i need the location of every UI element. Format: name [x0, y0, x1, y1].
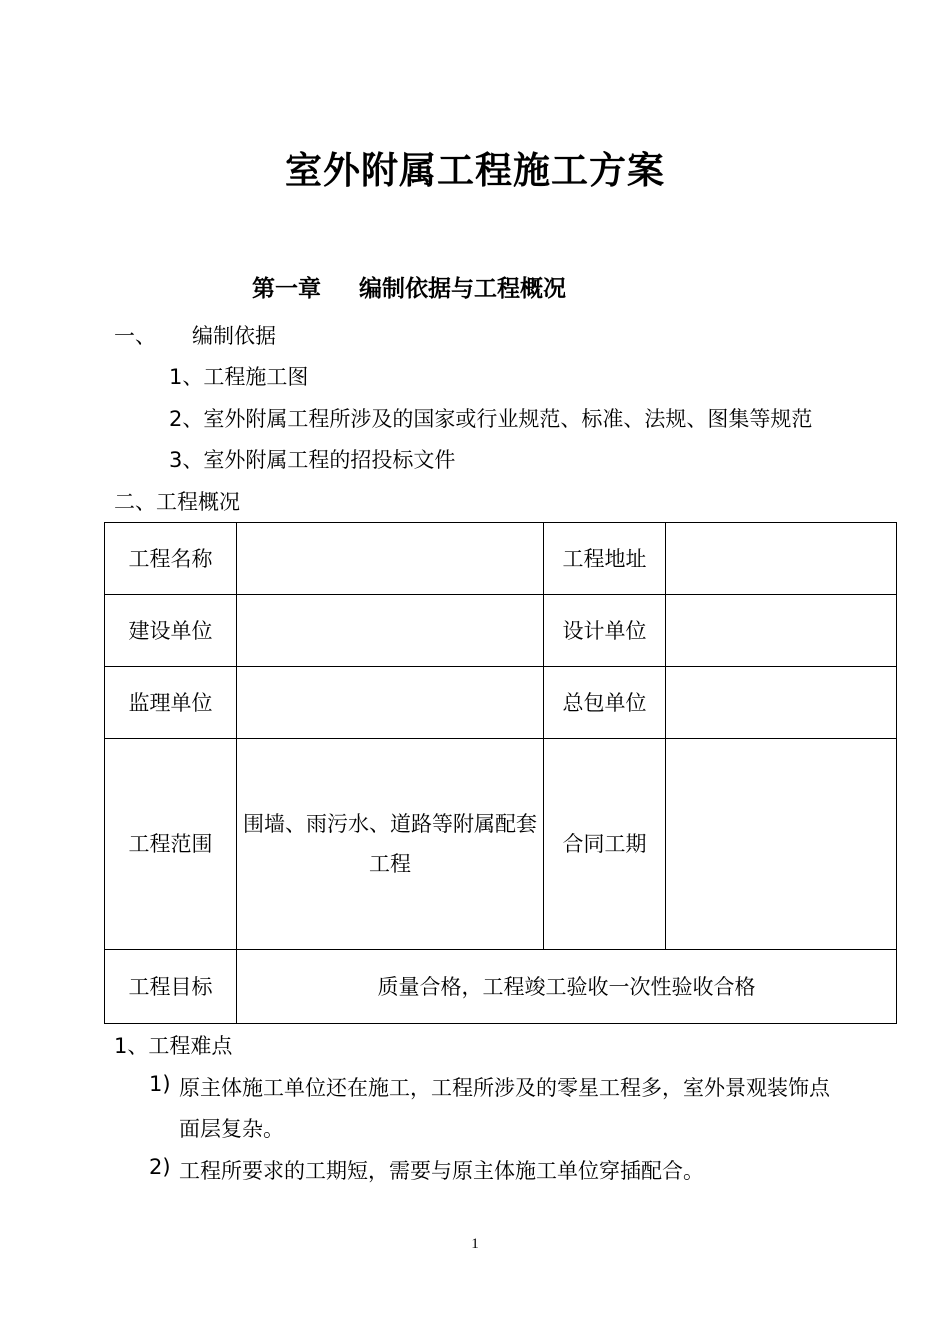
project-overview-table — [104, 522, 897, 1024]
project-address-value — [666, 523, 897, 595]
contractor-label: 总包单位 — [544, 667, 666, 739]
table-row — [105, 950, 897, 1024]
owner-label: 建设单位 — [105, 595, 237, 667]
project-name-label: 工程名称 — [105, 523, 237, 595]
table-row — [105, 667, 897, 739]
table-row — [105, 523, 897, 595]
difficulty-item-1-number: 1) — [149, 1072, 171, 1096]
scope-label: 工程范围 — [105, 739, 237, 950]
chapter-number: 第一章 — [252, 276, 321, 302]
chapter-title: 编制依据与工程概况 — [359, 276, 566, 302]
difficulties-heading: 1、工程难点 — [114, 1034, 233, 1058]
goal-value: 质量合格，工程竣工验收一次性验收合格 — [237, 950, 897, 1024]
difficulty-item-1-line-1: 原主体施工单位还在施工，工程所涉及的零星工程多，室外景观装饰点 — [179, 1076, 830, 1100]
chapter-heading — [252, 270, 566, 303]
supervisor-value — [237, 667, 544, 739]
section-1-heading — [114, 320, 276, 350]
period-value — [666, 739, 897, 950]
project-address-label: 工程地址 — [544, 523, 666, 595]
owner-value — [237, 595, 544, 667]
difficulty-item-2-number: 2) — [149, 1155, 171, 1179]
supervisor-label: 监理单位 — [105, 667, 237, 739]
project-name-value — [237, 523, 544, 595]
period-label: 合同工期 — [544, 739, 666, 950]
section-1-title: 编制依据 — [192, 324, 276, 348]
document-title: 室外附属工程施工方案 — [285, 149, 665, 192]
difficulty-item-1-line-2: 面层复杂。 — [179, 1117, 284, 1141]
table-row — [105, 595, 897, 667]
designer-value — [666, 595, 897, 667]
designer-label: 设计单位 — [544, 595, 666, 667]
basis-item-3: 3、室外附属工程的招投标文件 — [169, 448, 456, 472]
basis-item-2: 2、室外附属工程所涉及的国家或行业规范、标准、法规、图集等规范 — [169, 407, 813, 431]
section-1-number: 一、 — [114, 324, 156, 348]
section-2-heading: 二、工程概况 — [114, 490, 240, 514]
scope-value: 围墙、雨污水、道路等附属配套工程 — [237, 739, 544, 950]
goal-label: 工程目标 — [105, 950, 237, 1024]
basis-item-1: 1、工程施工图 — [169, 365, 309, 389]
contractor-value — [666, 667, 897, 739]
table-row — [105, 739, 897, 950]
difficulty-item-2-text: 工程所要求的工期短，需要与原主体施工单位穿插配合。 — [179, 1159, 704, 1183]
page-number: 1 — [471, 1236, 479, 1252]
